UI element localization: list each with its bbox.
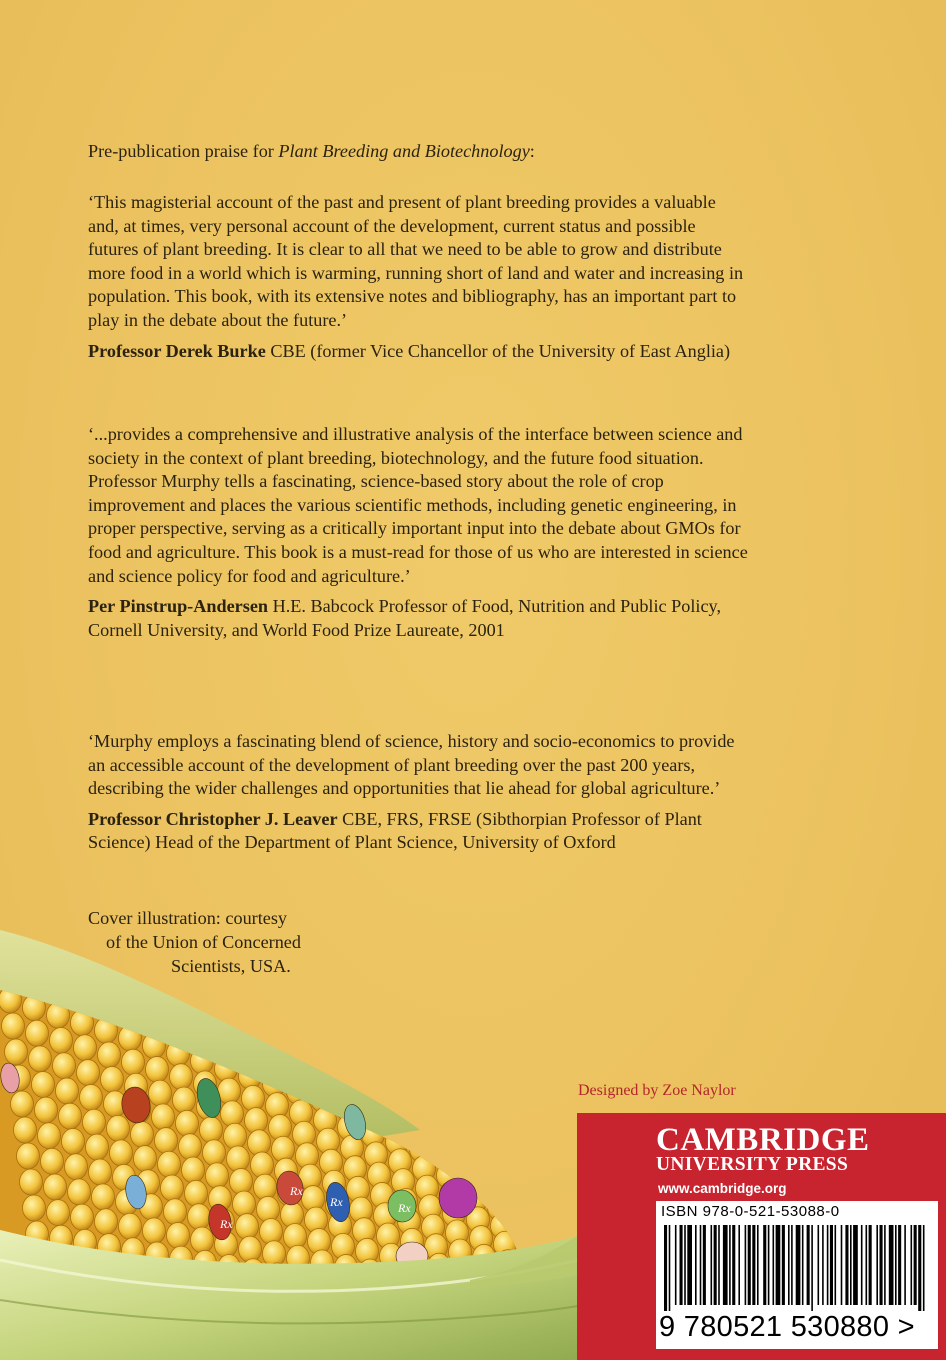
barcode-bar [669, 1225, 671, 1311]
corn-kernel [80, 1084, 103, 1110]
attribution-name: Per Pinstrup-Andersen [88, 596, 269, 617]
corn-kernel [488, 1195, 511, 1221]
barcode-bar [700, 1225, 702, 1305]
corn-kernel [110, 1140, 133, 1166]
corn-kernel [50, 1027, 73, 1053]
corn-kernel [458, 1151, 481, 1177]
corn-kernel [506, 1165, 529, 1191]
corn-kernel [254, 1174, 277, 1200]
book-title: Plant Breeding and Biotechnology [278, 141, 530, 161]
corn-kernel [77, 1060, 100, 1086]
barcode-bar [768, 1225, 770, 1305]
corn-kernel [206, 1163, 229, 1189]
credit-line: of the Union of Concerned [106, 932, 301, 952]
corn-kernel [119, 1213, 142, 1239]
barcode-bar [687, 1225, 692, 1305]
barcode-bar [889, 1225, 894, 1305]
corn-kernel [176, 1110, 199, 1136]
corn-kernel [236, 1214, 259, 1240]
barcode-bar [675, 1225, 677, 1305]
publisher-block [577, 1113, 946, 1360]
barcode-digits: 9 780521 530880 > [659, 1311, 915, 1343]
corn-kernel [479, 1139, 502, 1165]
praise-intro [88, 140, 748, 164]
publisher-name: CAMBRIDGE [656, 1122, 870, 1158]
corn-kernel [35, 1097, 58, 1123]
barcode-bar [911, 1225, 913, 1305]
corn-kernel [248, 1130, 271, 1156]
corn-kernel [89, 1159, 112, 1185]
corn-kernel [134, 1146, 157, 1172]
barcode-bar [845, 1225, 848, 1305]
corn-kernel [65, 1154, 88, 1180]
barcode-bar [773, 1225, 775, 1305]
corn-kernel [431, 1124, 454, 1150]
barcode-bar [841, 1225, 843, 1305]
attribution-detail: CBE, FRS, FRSE (Sibthorpian Professor of Plant Science) Head of the Department of Plant Science, University of Oxford [88, 808, 702, 853]
corn-kernel [179, 1134, 202, 1160]
corn-kernel [188, 1204, 211, 1230]
corn-kernel [143, 1218, 166, 1244]
barcode-bar [782, 1225, 785, 1305]
corn-kernel [155, 1128, 178, 1154]
barcode-bar [898, 1225, 901, 1305]
corn-kernel [158, 1151, 181, 1177]
pill-kernel [439, 1178, 477, 1218]
corn-kernel [107, 1115, 130, 1141]
barcode-bar [791, 1225, 793, 1305]
barcode-bar [904, 1225, 906, 1305]
credit-line: Cover illustration: courtesy [88, 908, 288, 928]
attribution-name: Professor Derek Burke [88, 340, 266, 361]
corn-kernel [251, 1152, 274, 1178]
corn-kernel [101, 1066, 124, 1092]
barcode-bar [757, 1225, 759, 1305]
barcode-bar [884, 1225, 886, 1305]
corn-kernel [242, 1085, 265, 1111]
corn-kernel [230, 1168, 253, 1194]
corn-kernel [74, 1035, 97, 1061]
corn-kernel [2, 1013, 25, 1039]
designer-credit: Designed by Zoe Naylor [578, 1082, 736, 1099]
credit-line: Scientists, USA. [171, 956, 291, 976]
corn-kernel [245, 1108, 268, 1134]
barcode-bar [895, 1225, 897, 1305]
isbn-barcode [656, 1201, 938, 1349]
corn-kernel [95, 1209, 118, 1235]
quote-text: ‘Murphy employs a fascinating blend of science, history and socio-economics to provide an accessible account of the development of plant breeding over the past 200 years, describing the wider challenges and opportunities that lie ahead for global agriculture.’ [88, 731, 735, 799]
corn-kernel [257, 1196, 280, 1222]
corn-kernel [29, 1046, 52, 1072]
corn-kernel [11, 1091, 34, 1117]
corn-kernel [98, 1042, 121, 1068]
barcode-bar [796, 1225, 801, 1305]
quote-attribution [88, 595, 748, 642]
corn-kernel [122, 1049, 145, 1075]
corn-kernel [83, 1109, 106, 1135]
barcode-bar [876, 1225, 878, 1305]
quote-text: ‘This magisterial account of the past and present of plant breeding provides a valuable and, at times, very personal account of the development, current status and possible futures of plant breeding. It is clear to all that we need to be able to grow and distribute more food in a world which is warming, running short of land and water and increasing in population. This book, with its extensive notes and bibliography, has an important part to play in the debate about the future.’ [88, 192, 744, 330]
corn-kernel [62, 1128, 85, 1154]
corn-kernel [38, 1123, 61, 1149]
corn-kernel [131, 1121, 154, 1147]
corn-kernel [152, 1104, 175, 1130]
corn-kernel [23, 1195, 46, 1221]
barcode-bar [738, 1225, 740, 1305]
corn-kernel [512, 1201, 535, 1227]
barcode-bar [788, 1225, 790, 1305]
corn-kernel [17, 1143, 40, 1169]
barcode-bar [923, 1225, 925, 1311]
corn-kernel [227, 1146, 250, 1172]
barcode-bar [918, 1225, 921, 1311]
publisher-url: www.cambridge.org [658, 1181, 787, 1196]
corn-kernel [485, 1176, 508, 1202]
corn-kernel [161, 1175, 184, 1201]
corn-kernel [32, 1071, 55, 1097]
corn-kernel [239, 1236, 262, 1262]
intro-suffix: : [529, 141, 535, 161]
corn-kernel [173, 1087, 196, 1113]
barcode-bar [729, 1225, 731, 1305]
praise-quote [88, 191, 748, 363]
barcode-bar [811, 1225, 813, 1311]
corn-kernel [53, 1053, 76, 1079]
corn-kernel [515, 1219, 538, 1245]
barcode-bar [818, 1225, 820, 1305]
corn-kernel [47, 1200, 70, 1226]
barcode-bar [914, 1225, 917, 1305]
corn-kernel [71, 1204, 94, 1230]
corn-kernel [44, 1174, 67, 1200]
corn-kernel [20, 1169, 43, 1195]
corn-kernel [185, 1180, 208, 1206]
barcode-bar [853, 1225, 858, 1305]
corn-kernel [509, 1183, 532, 1209]
corn-illustration [0, 930, 600, 1360]
barcode-bar [752, 1225, 755, 1305]
corn-kernel [14, 1117, 37, 1143]
barcode-bar [830, 1225, 833, 1305]
barcode-bar [711, 1225, 713, 1305]
corn-kernel [503, 1147, 526, 1173]
corn-kernel [224, 1123, 247, 1149]
corn-kernel [164, 1199, 187, 1225]
barcode-bar [684, 1225, 686, 1305]
barcode-bar [695, 1225, 697, 1305]
corn-kernel [221, 1101, 244, 1127]
rx-mark: Rx [398, 1201, 411, 1215]
attribution-detail: CBE (former Vice Chancellor of the University of East Anglia) [265, 340, 731, 361]
quote-text: ‘...provides a comprehensive and illustrative analysis of the interface between science and society in the context of plant breeding, biotechnology, and the future food situation. Professor Murphy tells a fascinating, science-based story about the role of crop improvement and places the various scientific methods, including genetic engineering, in proper perspective, serving as a critically important input into the debate about GMOs for food and agriculture. This book is a must-read for those of us who are interested in science and science policy for food and agriculture.’ [88, 424, 748, 586]
barcode-bar [732, 1225, 735, 1305]
barcode-bar [869, 1225, 872, 1305]
barcode-bar [850, 1225, 852, 1305]
barcode-bar [763, 1225, 766, 1305]
corn-kernel [68, 1179, 91, 1205]
corn-kernel [26, 1020, 49, 1046]
praise-quote [88, 423, 748, 642]
corn-kernel [455, 1132, 478, 1158]
corn-kernel [203, 1140, 226, 1166]
corn-kernel [170, 1064, 193, 1090]
barcode-bars [656, 1225, 938, 1311]
corn-kernel [59, 1103, 82, 1129]
rx-mark: Rx [330, 1195, 343, 1209]
barcode-bar [866, 1225, 868, 1305]
quote-attribution [88, 340, 748, 364]
corn-kernel [149, 1080, 172, 1106]
barcode-bar [861, 1225, 863, 1305]
barcode-bar [745, 1225, 747, 1305]
corn-kernel [191, 1227, 214, 1253]
corn-kernel [434, 1143, 457, 1169]
barcode-bar [822, 1225, 824, 1305]
publisher-subname: UNIVERSITY PRESS [656, 1154, 849, 1175]
intro-prefix: Pre-publication praise for [88, 141, 279, 161]
corn-kernel [41, 1148, 64, 1174]
barcode-bar [723, 1225, 728, 1305]
corn-kernel [263, 1241, 286, 1267]
barcode-bar [664, 1225, 667, 1311]
barcode-bar [835, 1225, 837, 1305]
corn-kernel [182, 1157, 205, 1183]
barcode-bar [703, 1225, 706, 1305]
rx-mark: Rx [290, 1184, 303, 1198]
corn-kernel [260, 1219, 283, 1245]
corn-kernel [233, 1191, 256, 1217]
barcode-bar [776, 1225, 781, 1305]
barcode-bar [802, 1225, 804, 1305]
barcode-bar [680, 1225, 683, 1305]
corn-kernel [218, 1078, 241, 1104]
corn-kernel [92, 1184, 115, 1210]
corn-kernel [167, 1222, 190, 1248]
barcode-bar [827, 1225, 829, 1305]
corn-kernel [146, 1056, 169, 1082]
corn-kernel [86, 1134, 109, 1160]
corn-kernel [482, 1158, 505, 1184]
barcode-bar [748, 1225, 751, 1305]
attribution-detail: H.E. Babcock Professor of Food, Nutrition and Public Policy, Cornell University, and World Food Prize Laureate, 2001 [88, 596, 721, 640]
barcode-bar [807, 1225, 810, 1305]
corn-kernel [56, 1078, 79, 1104]
quote-attribution [88, 808, 748, 855]
barcode-bar [714, 1225, 717, 1305]
praise-quote [88, 730, 748, 855]
isbn-label: ISBN 978-0-521-53088-0 [661, 1203, 840, 1220]
barcode-bar [718, 1225, 720, 1305]
rx-mark: Rx [220, 1217, 233, 1231]
corn-kernel [200, 1117, 223, 1143]
barcode-bar [880, 1225, 883, 1305]
attribution-name: Professor Christopher J. Leaver [88, 808, 338, 829]
corn-kernel [5, 1039, 28, 1065]
